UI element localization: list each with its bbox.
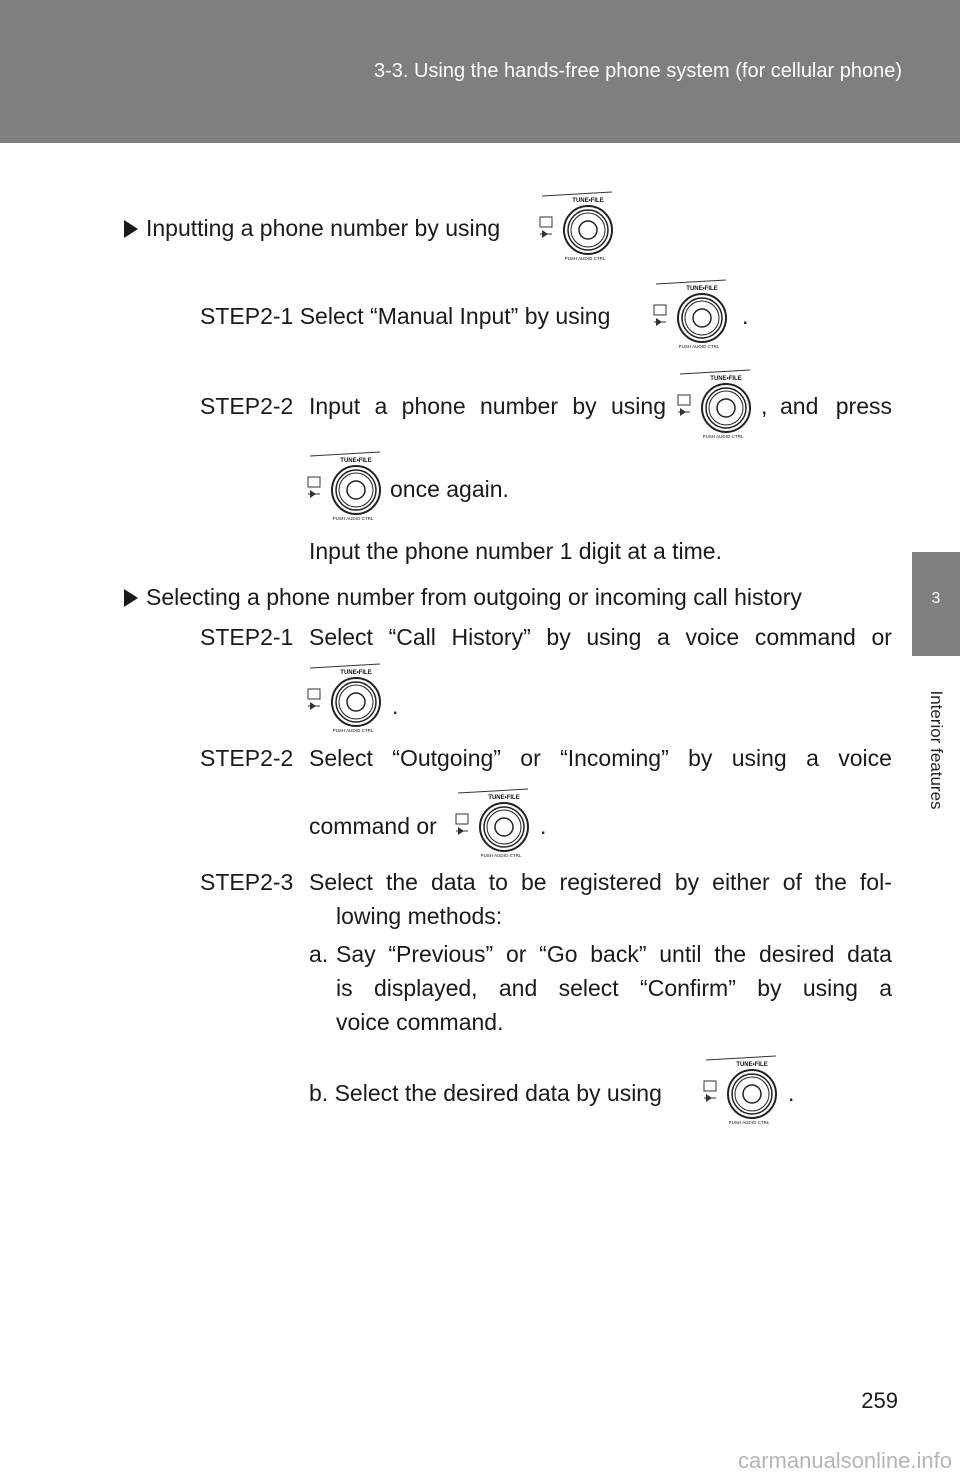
word: “Call xyxy=(388,624,436,650)
option-b-text: b. Select the desired data by using xyxy=(309,1080,662,1106)
word: “Incoming” xyxy=(560,745,669,771)
word: the xyxy=(814,869,847,895)
word: of xyxy=(782,869,802,895)
knob-s2-step2 xyxy=(454,787,532,859)
word: registered xyxy=(559,869,662,895)
heading-text: Selecting a phone number from outgoing or incoming call history xyxy=(146,584,802,610)
step-label: STEP2-1 xyxy=(200,303,294,329)
option-b-end: . xyxy=(788,1080,795,1106)
word: Select xyxy=(309,869,373,895)
word: the xyxy=(714,941,747,967)
word: Say xyxy=(336,941,376,967)
s2-step2-label: STEP2-2 xyxy=(200,745,294,771)
option-a-label: a. xyxy=(309,941,329,967)
word: either xyxy=(712,869,770,895)
section-heading-manual-input xyxy=(124,214,500,242)
bullet-triangle-icon xyxy=(124,589,138,607)
page-number: 259 xyxy=(861,1388,898,1413)
word: to xyxy=(488,869,508,895)
word: by xyxy=(757,975,782,1001)
header-title: 3-3. Using the hands-free phone system (for cellular phone) xyxy=(373,60,902,82)
word: and xyxy=(780,393,819,419)
knob-s2-step1 xyxy=(306,662,384,734)
s1-step2-line2: once again. xyxy=(390,476,509,502)
word: press xyxy=(835,393,892,419)
tune-file-knob-icon xyxy=(454,787,532,859)
knob-top-label: TUNE•FILE xyxy=(686,286,718,292)
word: voice xyxy=(685,624,740,650)
watermark: carmanualsonline.info xyxy=(737,1448,952,1473)
s2-step2-line2: command or xyxy=(309,813,437,839)
word: back” xyxy=(590,941,647,967)
s2-step1-end: . xyxy=(392,693,399,719)
word: by xyxy=(546,624,571,650)
s2-step2-end: . xyxy=(540,813,547,839)
word: command xyxy=(754,624,856,650)
header-band xyxy=(0,0,960,143)
chapter-label xyxy=(912,660,960,830)
word: the xyxy=(385,869,418,895)
s2-step3-label: STEP2-3 xyxy=(200,869,294,895)
chapter-number: 3 xyxy=(931,590,941,607)
word: number xyxy=(480,393,558,419)
tune-file-knob-icon xyxy=(306,450,384,522)
word: a xyxy=(374,393,388,419)
word: “Go xyxy=(539,941,578,967)
word: Input xyxy=(309,393,361,419)
word: by xyxy=(572,393,597,419)
word: by xyxy=(688,745,713,771)
option-a-line3: voice command. xyxy=(336,1009,504,1035)
knob-s1-step1 xyxy=(652,278,730,350)
word: using xyxy=(731,745,787,771)
bullet-triangle-icon xyxy=(124,220,138,238)
word: “Outgoing” xyxy=(392,745,501,771)
word: a xyxy=(806,745,819,771)
word: Select xyxy=(309,624,373,650)
word: desired xyxy=(758,941,835,967)
knob-s1-step2-b xyxy=(306,450,384,522)
tune-file-knob-icon xyxy=(306,662,384,734)
word: and xyxy=(498,975,538,1001)
knob-heading xyxy=(538,190,616,262)
knob-option-b xyxy=(702,1054,780,1126)
word: voice xyxy=(838,745,892,771)
s1-step2-label: STEP2-2 xyxy=(200,393,294,419)
knob-top-label: TUNE•FILE xyxy=(572,198,604,204)
word: “Confirm” xyxy=(640,975,736,1001)
word: is xyxy=(336,975,353,1001)
knob-top-label: TUNE•FILE xyxy=(488,795,520,801)
word: or xyxy=(871,624,892,650)
knob-top-label: TUNE•FILE xyxy=(340,458,372,464)
word: by xyxy=(674,869,700,895)
knob-bottom-label: PUSH AUDIO CTRL xyxy=(564,256,606,261)
word: phone xyxy=(401,393,466,419)
word: a xyxy=(879,975,892,1001)
option-a-line2 xyxy=(336,974,892,1002)
chapter-tab xyxy=(912,552,960,656)
knob-top-label: TUNE•FILE xyxy=(340,670,372,676)
word: select xyxy=(558,975,619,1001)
s1-step2-after xyxy=(780,392,892,420)
word: “Previous” xyxy=(388,941,494,967)
word: using xyxy=(611,393,666,419)
heading-text: Inputting a phone number by using xyxy=(146,215,501,241)
knob-bottom-label: PUSH AUDIO CTRL xyxy=(678,344,720,349)
word: data xyxy=(847,941,892,967)
s1-step1 xyxy=(200,302,610,330)
knob-top-label: TUNE•FILE xyxy=(710,376,742,382)
word: data xyxy=(430,869,476,895)
knob-bottom-label: PUSH AUDIO CTRL xyxy=(480,853,522,858)
word: using xyxy=(586,624,642,650)
word: until xyxy=(659,941,702,967)
s1-step2-line1 xyxy=(309,392,666,420)
s2-step1-label: STEP2-1 xyxy=(200,624,294,650)
knob-bottom-label: PUSH AUDIO CTRL xyxy=(332,728,374,733)
section-heading-call-history xyxy=(124,583,802,611)
tune-file-knob-icon xyxy=(538,190,616,262)
knob-s1-step2 xyxy=(676,368,754,440)
knob-bottom-label: PUSH AUDIO CTRL xyxy=(332,516,374,521)
word: using xyxy=(802,975,858,1001)
word: displayed, xyxy=(373,975,478,1001)
word: or xyxy=(505,941,527,967)
word: or xyxy=(520,745,541,771)
tune-file-knob-icon xyxy=(702,1054,780,1126)
knob-bottom-label: PUSH AUDIO CTRL xyxy=(702,434,744,439)
s2-step3-line1 xyxy=(309,868,892,896)
word: Select xyxy=(309,745,373,771)
tune-file-knob-icon xyxy=(676,368,754,440)
s1-step2-note: Input the phone number 1 digit at a time. xyxy=(309,538,722,564)
s1-step2-comma: , xyxy=(761,393,768,419)
option-a-line1 xyxy=(336,940,892,968)
s2-step2-line1 xyxy=(309,744,892,772)
knob-top-label: TUNE•FILE xyxy=(736,1062,768,1068)
step-text: Select “Manual Input” by using xyxy=(299,303,611,329)
word: a xyxy=(657,624,670,650)
tune-file-knob-icon xyxy=(652,278,730,350)
knob-bottom-label: PUSH AUDIO CTRL xyxy=(728,1120,770,1125)
s1-step1-end: . xyxy=(742,303,749,329)
word: fol- xyxy=(859,869,892,895)
s2-step1-line1 xyxy=(309,623,892,651)
chapter-label-text: Interior features xyxy=(927,690,946,810)
s2-step3-line2: lowing methods: xyxy=(336,903,503,929)
word: be xyxy=(520,869,547,895)
word: History” xyxy=(451,624,531,650)
